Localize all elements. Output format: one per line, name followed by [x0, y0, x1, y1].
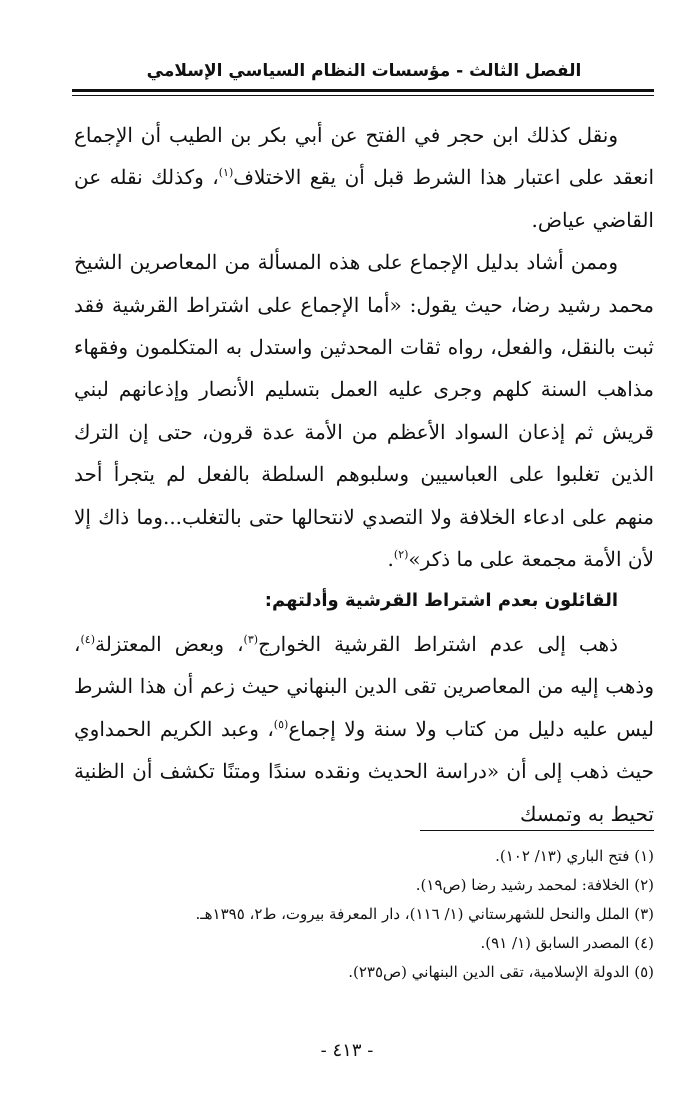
footnote-marker-4: (٤) — [80, 632, 95, 646]
footnote-marker-5: (٥) — [273, 717, 289, 731]
footnote-4: (٤) المصدر السابق (١/ ٩١). — [480, 934, 654, 952]
main-text — [74, 114, 654, 835]
paragraph-3-part-1: ذهب إلى عدم اشتراط القرشية الخوارج — [258, 631, 618, 656]
section-heading: القائلون بعدم اشتراط القرشية وأدلتهم: — [264, 590, 618, 612]
footnote-5: (٥) الدولة الإسلامية، تقى الدين البنهاني (ص٢٣٥). — [348, 963, 654, 981]
footnote-marker-3: (٣) — [243, 632, 259, 646]
paragraph-1-text: ونقل كذلك ابن حجر في الفتح عن أبي بكر بن الطيب أن الإجماع انعقد على اعتبار هذا الشرط قبل أن يقع الاختلاف — [74, 123, 655, 190]
footnotes — [74, 842, 654, 987]
header-rule-thick — [72, 89, 654, 92]
paragraph-3-part-2: ، وبعض المعتزلة — [94, 631, 244, 656]
paragraph-1 — [74, 114, 654, 241]
footnote-1: (١) فتح الباري (١٣/ ١٠٢). — [495, 847, 654, 865]
header-rule-thin — [72, 95, 654, 96]
page-number: - ٤١٣ - — [320, 1040, 374, 1061]
paragraph-2-text: وممن أشاد بدليل الإجماع على هذه المسألة من المعاصرين الشيخ محمد رشيد رضا، حيث يقول: «أما الإجماع على اشتراط القرشية فقد ثبت بالنقل، والفعل، رواه ثقات المحدثين واستدل به المتكلمون وفقهاء مذاهب السنة كلهم وجرى عليه العمل بتسليم الأنصار وإذعانهم لبني قريش ثم إذعان السواد الأعظم من الأمة عدة قرون، حتى إن الترك الذين تغلبوا على العباسيين وسلبوهم السلطة بالفعل لم يتجرأ أحد منهم على ادعاء الخلافة ولا التصدي لانتحالها حتى بالتغلب...وما ذاك إلا لأن الأمة مجمعة على ما ذكر» — [74, 250, 654, 572]
footnote-separator — [420, 830, 654, 831]
footnote-marker-1: (١) — [218, 166, 234, 180]
paragraph-2-text-after: . — [387, 547, 394, 572]
footnote-2: (٢) الخلافة: لمحمد رشيد رضا (ص١٩). — [415, 876, 654, 894]
running-header: الفصل الثالث - مؤسسات النظام السياسي الإسلامي — [146, 61, 582, 81]
paragraph-2 — [74, 241, 654, 580]
footnote-3: (٣) الملل والنحل للشهرستاني (١/ ١١٦)، دار المعرفة بيروت، ط٢، ١٣٩٥هـ. — [195, 905, 654, 923]
paragraph-3 — [74, 623, 654, 835]
paragraph-3-part-4: ، وعبد الكريم الحمداوي حيث ذهب إلى أن «دراسة الحديث ونقده سندًا ومتنًا تكشف أن الظنية تحيط به وتمسك — [74, 716, 654, 826]
footnote-marker-2: (٢) — [393, 548, 409, 562]
paragraph-1-text-after: ، وكذلك نقله عن القاضي عياض. — [74, 165, 654, 232]
paragraph-3-part-3: ، وذهب إليه من المعاصرين تقى الدين البنهاني حيث زعم أن هذا الشرط ليس عليه دليل من كتاب ولا سنة ولا إجماع — [74, 631, 654, 741]
